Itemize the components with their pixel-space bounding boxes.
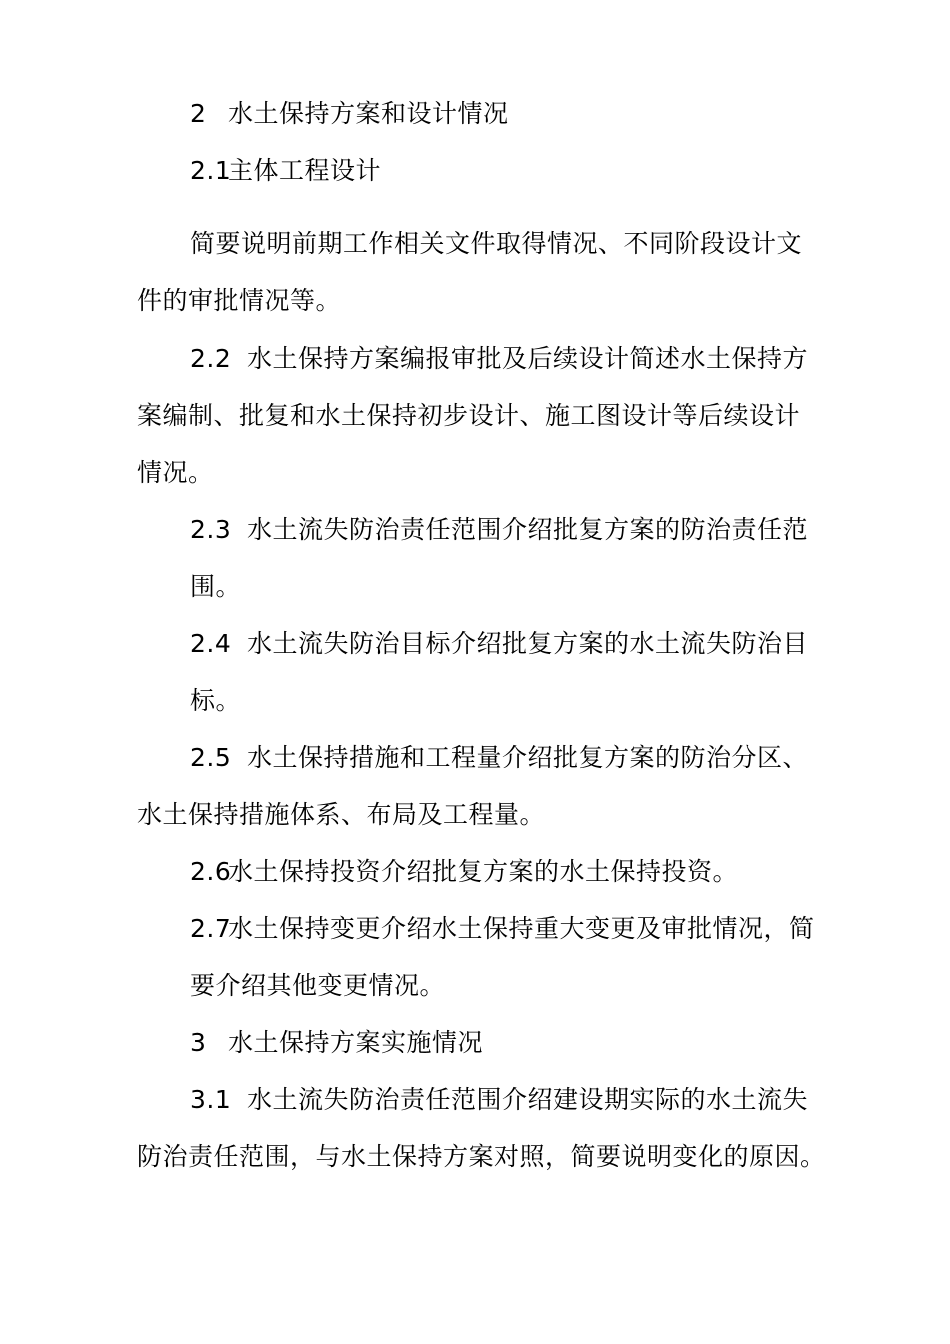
section-text: 水土保持方案编报审批及后续设计简述水土保持方: [247, 344, 809, 373]
paragraph-line: 要介绍其他变更情况。: [190, 971, 446, 1000]
section-title: 主体工程设计: [228, 156, 382, 185]
section-number: 2.6: [190, 857, 232, 886]
heading-2-4: [190, 627, 808, 661]
paragraph-line: 件的审批情况等。: [137, 286, 342, 315]
section-number: 3.1: [190, 1085, 232, 1114]
section-number: 2.7: [190, 914, 232, 943]
section-number: 2.5: [190, 743, 232, 772]
section-number: 3: [190, 1028, 207, 1057]
paragraph-line: 围。: [190, 572, 242, 601]
section-text: 水土流失防治责任范围介绍批复方案的防治责任范: [247, 515, 809, 544]
heading-2-5: [190, 741, 808, 775]
heading-2-2: [190, 342, 808, 376]
heading-2-7: [190, 912, 815, 946]
heading-2-6: [190, 855, 738, 889]
section-text: 水土保持投资介绍批复方案的水土保持投资。: [228, 857, 739, 886]
paragraph-line: 防治责任范围，与水土保持方案对照，简要说明变化的原因。: [137, 1142, 826, 1171]
paragraph-line: 水土保持措施体系、布局及工程量。: [137, 800, 546, 829]
section-number: 2.2: [190, 344, 232, 373]
section-number: 2: [190, 99, 207, 128]
paragraph-line: 情况。: [137, 458, 214, 487]
heading-3: [190, 1026, 483, 1060]
section-title: 水土保持方案实施情况: [228, 1028, 484, 1057]
paragraph-line: 标。: [190, 686, 242, 715]
heading-2-1: [190, 154, 381, 188]
section-text: 水土保持措施和工程量介绍批复方案的防治分区、: [247, 743, 809, 772]
section-number: 2.1: [190, 156, 232, 185]
section-text: 水土流失防治目标介绍批复方案的水土流失防治目: [247, 629, 809, 658]
paragraph-line: 案编制、批复和水土保持初步设计、施工图设计等后续设计: [137, 401, 801, 430]
paragraph-line: 简要说明前期工作相关文件取得情况、不同阶段设计文: [190, 229, 803, 258]
section-number: 2.4: [190, 629, 232, 658]
section-title: 水土保持方案和设计情况: [228, 99, 509, 128]
section-number: 2.3: [190, 515, 232, 544]
heading-2-3: [190, 513, 808, 547]
heading-3-1: [190, 1083, 808, 1117]
heading-2: [190, 97, 509, 131]
section-text: 水土保持变更介绍水土保持重大变更及审批情况，简: [228, 914, 815, 943]
section-text: 水土流失防治责任范围介绍建设期实际的水土流失: [247, 1085, 809, 1114]
